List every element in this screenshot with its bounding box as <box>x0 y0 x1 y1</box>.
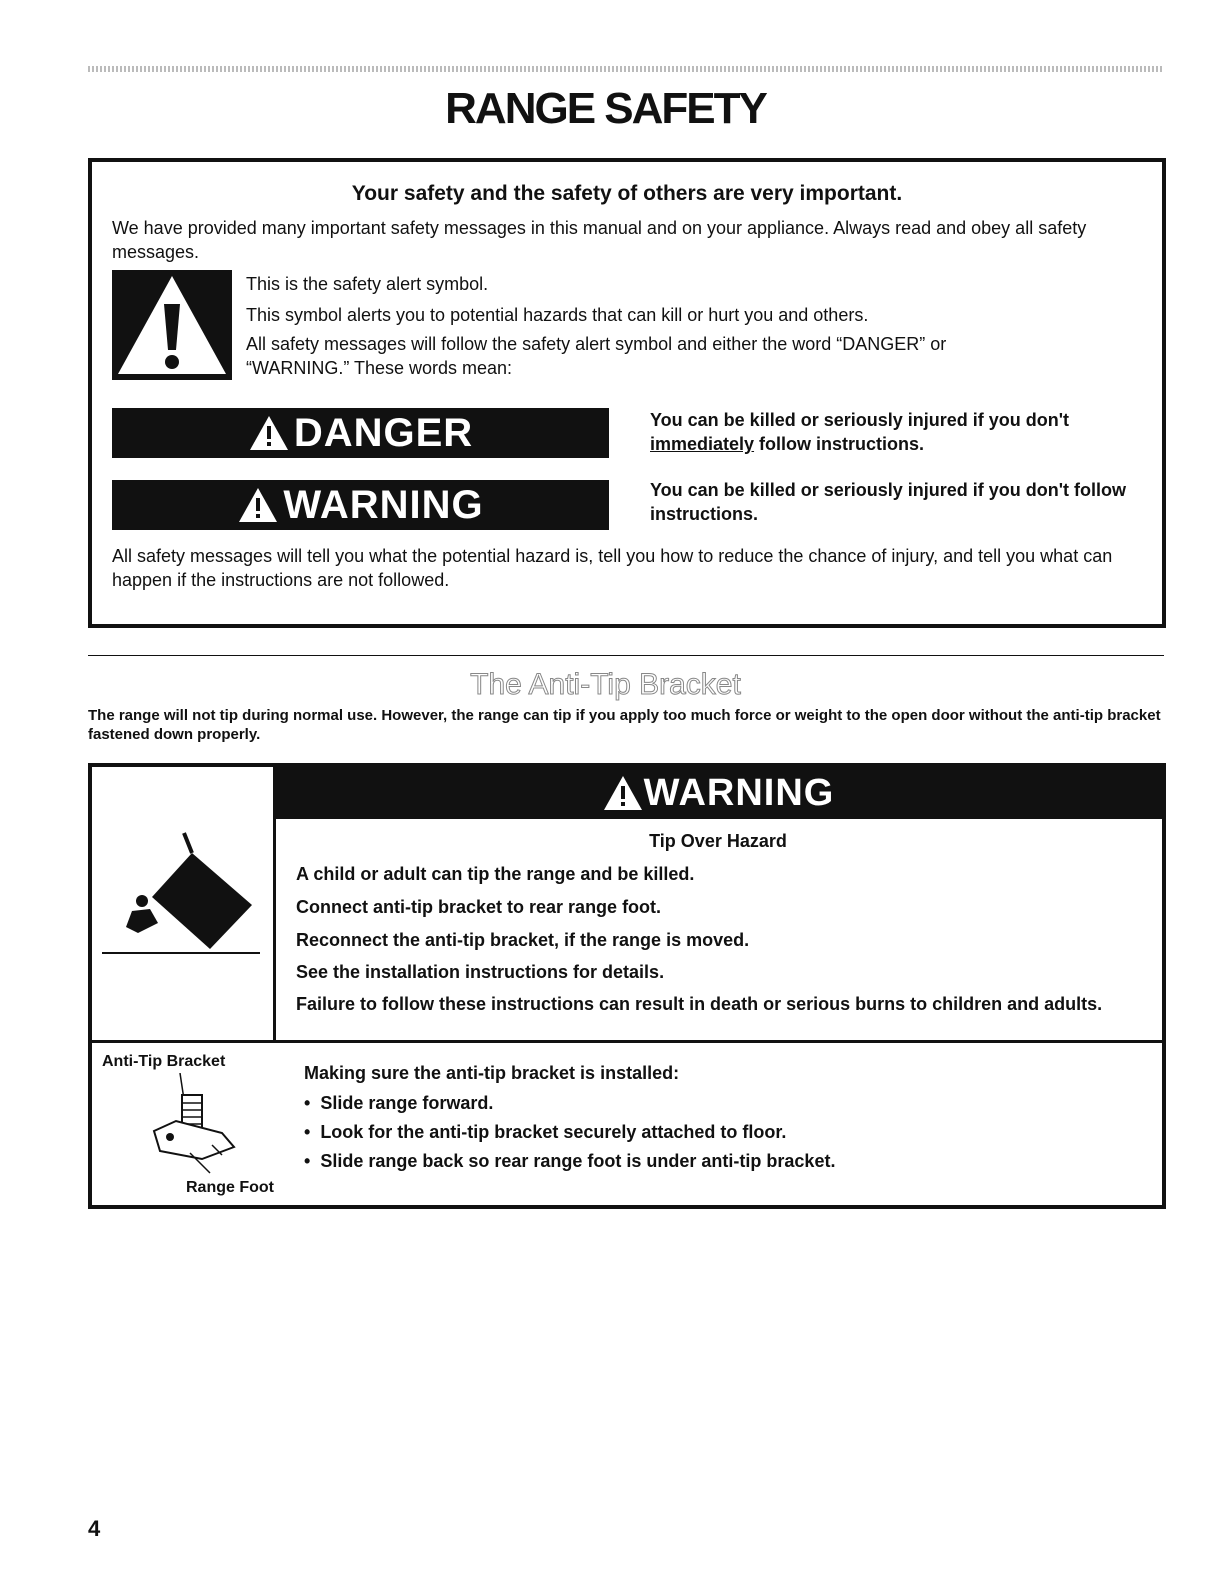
danger-description <box>650 408 1150 456</box>
warning-banner <box>112 480 609 530</box>
alert-line: This is the safety alert symbol. <box>246 274 489 294</box>
safety-intro: We have provided many important safety messages in this manual and on your appliance. Always read and obey all safety messages. <box>112 218 1087 262</box>
bracket-label: Anti-Tip Bracket <box>102 1053 226 1070</box>
anti-tip-warning-box <box>88 763 1166 1209</box>
check-item-text: Look for the anti-tip bracket securely attached to floor. <box>320 1122 787 1142</box>
hazard-line: Failure to follow these instructions can result in death or serious burns to children and adults. <box>296 994 1103 1014</box>
hazard-line: See the installation instructions for details. <box>296 962 665 982</box>
bullet-icon: • <box>304 1151 321 1171</box>
warning-description: You can be killed or seriously injured if you don't follow instructions. <box>650 480 1126 524</box>
warning-header <box>274 767 1162 819</box>
alert-triangle-icon <box>248 414 290 452</box>
check-item <box>304 1093 493 1114</box>
hazard-title: Tip Over Hazard <box>649 831 787 851</box>
safety-heading: Your safety and the safety of others are very important. <box>351 182 903 205</box>
range-foot-label: Range Foot <box>186 1179 274 1196</box>
divider <box>92 1040 1162 1043</box>
page-title: RANGE SAFETY <box>445 84 766 133</box>
check-heading: Making sure the anti-tip bracket is installed: <box>304 1063 680 1083</box>
anti-tip-bracket-icon <box>142 1073 252 1186</box>
bullet-icon: • <box>304 1122 321 1142</box>
check-item <box>304 1151 835 1172</box>
danger-desc-emphasis: immediately <box>650 434 755 454</box>
danger-desc-line1: You can be killed or seriously injured if you don't <box>650 410 1070 430</box>
safety-closing: All safety messages will tell you what the potential hazard is, tell you how to reduce the chance of injury, and tell you what can happen if the instructions are not followed. <box>112 546 1113 590</box>
check-item <box>304 1122 786 1143</box>
safety-info-box <box>88 158 1166 628</box>
section-divider <box>88 655 1164 656</box>
alert-line: All safety messages will follow the safety alert symbol and either the word “DANGER” or <box>246 334 947 354</box>
check-item-text: Slide range forward. <box>320 1093 494 1113</box>
hazard-line: Connect anti-tip bracket to rear range foot. <box>296 897 662 917</box>
danger-label: DANGER <box>293 410 474 455</box>
alert-triangle-icon <box>602 774 644 812</box>
alert-line: “WARNING.” These words mean: <box>246 358 513 378</box>
bullet-icon: • <box>304 1093 321 1113</box>
hazard-line: Reconnect the anti-tip bracket, if the range is moved. <box>296 930 750 950</box>
warning-header-label: WARNING <box>643 771 835 814</box>
hazard-line: A child or adult can tip the range and be killed. <box>296 864 695 884</box>
alert-line: This symbol alerts you to potential hazards that can kill or hurt you and others. <box>246 305 869 325</box>
tipping-range-icon <box>102 827 262 962</box>
anti-tip-intro: The range will not tip during normal use. However, the range can tip if you apply too much force or weight to the open door without the anti-tip bracket fastened down properly. <box>88 707 1161 743</box>
section-title: The Anti-Tip Bracket <box>470 668 741 701</box>
danger-banner <box>112 408 609 458</box>
page-number: 4 <box>88 1516 101 1541</box>
safety-alert-icon <box>112 270 232 380</box>
alert-triangle-icon <box>237 486 279 524</box>
danger-desc-line2: follow instructions. <box>754 434 925 454</box>
check-item-text: Slide range back so rear range foot is under anti-tip bracket. <box>320 1151 836 1171</box>
top-divider <box>88 66 1164 72</box>
warning-label: WARNING <box>283 482 484 527</box>
